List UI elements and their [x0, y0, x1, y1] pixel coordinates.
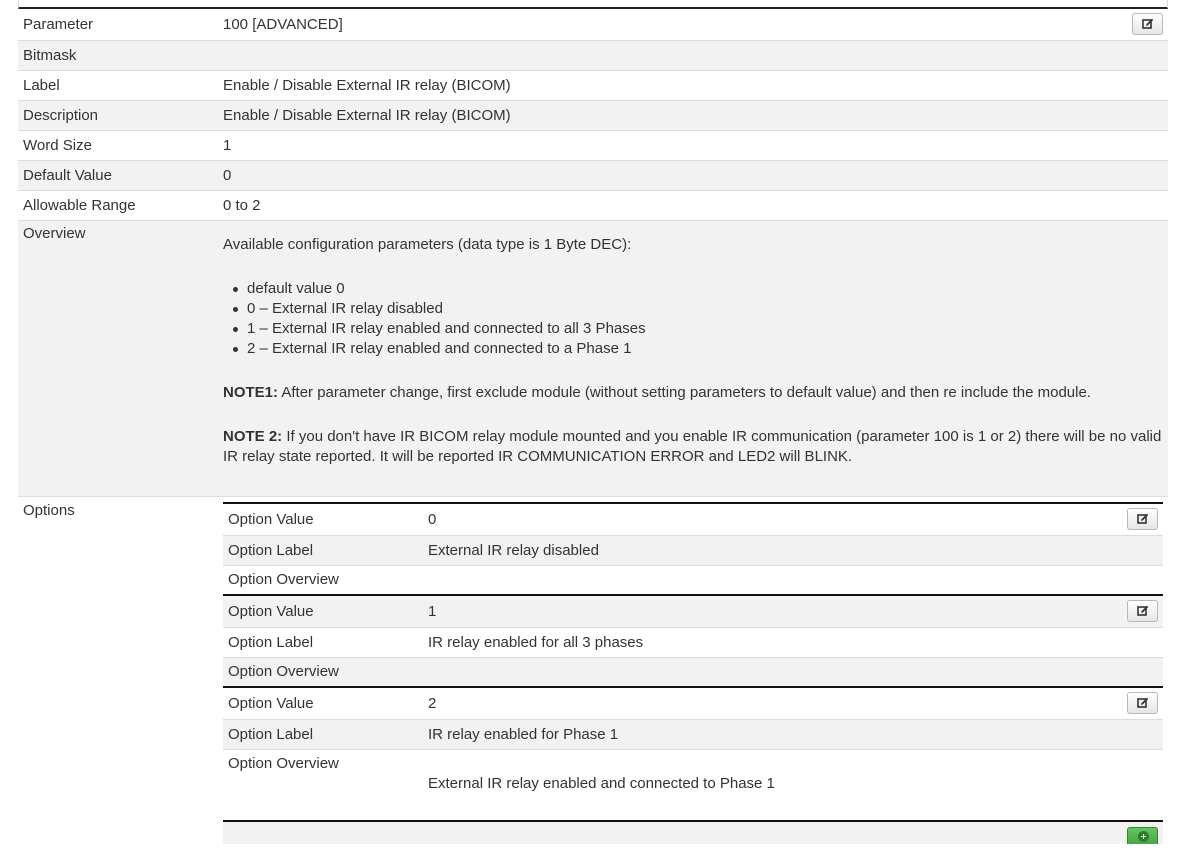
description-value: Enable / Disable External IR relay (BICOM): [218, 101, 1168, 131]
default-value-value: 0: [218, 161, 1168, 191]
option-block-1: [223, 596, 1163, 688]
option-label-row: [223, 628, 1163, 658]
label-value: Enable / Disable External IR relay (BICOM): [218, 71, 1168, 101]
note-1: [223, 383, 1163, 403]
option-overview: External IR relay enabled and connected to Phase 1: [428, 775, 775, 792]
option-label: IR relay enabled for all 3 phases: [423, 628, 1163, 658]
row-allowable-range: [18, 191, 1168, 221]
options-key: Options: [18, 497, 218, 845]
note-2-text: If you don't have IR BICOM relay module mounted and you enable IR communication (parameter 100 is 1 or 2) there will be no valid IR relay state reported. It will be reported IR COMMUNICATION ERROR and LED2 will BLINK.: [223, 428, 1162, 465]
top-divider: [18, 0, 1168, 9]
default-value-key: Default Value: [18, 161, 218, 191]
parameter-panel: [18, 0, 1168, 844]
option-overview-row: [223, 566, 1163, 596]
option-block-0: [223, 504, 1163, 596]
edit-icon: [1137, 697, 1149, 709]
row-bitmask: [18, 41, 1168, 71]
parameter-key: Parameter: [18, 9, 218, 41]
overview-key: Overview: [18, 221, 218, 497]
option-overview-key: Option Overview: [223, 658, 423, 688]
bitmask-value: [218, 41, 1168, 71]
add-option-row: [223, 822, 1163, 844]
parameter-value: 100 [ADVANCED]: [223, 16, 343, 33]
description-key: Description: [18, 101, 218, 131]
row-description: [18, 101, 1168, 131]
note-2-label: NOTE 2:: [223, 428, 283, 445]
option-value-row: [223, 688, 1163, 720]
edit-option-button[interactable]: [1127, 600, 1158, 622]
option-value: 1: [428, 603, 437, 620]
edit-icon: [1137, 513, 1149, 525]
overview-list-item: 0 – External IR relay disabled: [233, 299, 1163, 319]
row-options: [18, 497, 1168, 845]
option-overview: [423, 566, 1163, 596]
option-overview-row: [223, 658, 1163, 688]
options-list: [223, 502, 1163, 844]
row-default-value: [18, 161, 1168, 191]
row-word-size: [18, 131, 1168, 161]
option-label-row: [223, 536, 1163, 566]
option-value-key: Option Value: [223, 596, 423, 628]
option-value: 0: [428, 511, 437, 528]
option-overview-key: Option Overview: [223, 566, 423, 596]
option-label-key: Option Label: [223, 536, 423, 566]
label-key: Label: [18, 71, 218, 101]
option-overview-row: [223, 750, 1163, 822]
word-size-key: Word Size: [18, 131, 218, 161]
plus-circle-icon: [1138, 831, 1149, 842]
edit-option-button[interactable]: [1127, 508, 1158, 530]
option-label-key: Option Label: [223, 628, 423, 658]
bitmask-key: Bitmask: [18, 41, 218, 71]
edit-parameter-button[interactable]: [1132, 13, 1163, 35]
row-parameter: [18, 9, 1168, 41]
overview-intro: Available configuration parameters (data type is 1 Byte DEC):: [223, 236, 632, 253]
edit-icon: [1137, 605, 1149, 617]
option-block-2: [223, 688, 1163, 822]
word-size-value: 1: [218, 131, 1168, 161]
option-value-key: Option Value: [223, 504, 423, 536]
note-2: [223, 427, 1163, 467]
option-label-row: [223, 720, 1163, 750]
options-container: [218, 497, 1168, 845]
note-1-text: After parameter change, first exclude module (without setting parameters to default value) and then re include the module.: [278, 384, 1091, 401]
option-value-key: Option Value: [223, 688, 423, 720]
overview-list: [223, 279, 1163, 359]
overview-list-item: default value 0: [233, 279, 1163, 299]
edit-icon: [1142, 18, 1154, 30]
allowable-range-value: 0 to 2: [218, 191, 1168, 221]
option-label: External IR relay disabled: [423, 536, 1163, 566]
option-label-key: Option Label: [223, 720, 423, 750]
option-overview-key: Option Overview: [223, 750, 423, 822]
option-overview: [423, 658, 1163, 688]
allowable-range-key: Allowable Range: [18, 191, 218, 221]
option-value-row: [223, 504, 1163, 536]
row-overview: [18, 221, 1168, 497]
edit-option-button[interactable]: [1127, 692, 1158, 714]
option-label: IR relay enabled for Phase 1: [423, 720, 1163, 750]
overview-content: [218, 221, 1168, 497]
row-label: [18, 71, 1168, 101]
overview-list-item: 1 – External IR relay enabled and connected to all 3 Phases: [233, 319, 1163, 339]
add-option-button[interactable]: [1127, 827, 1158, 844]
overview-list-item: 2 – External IR relay enabled and connected to a Phase 1: [233, 339, 1163, 359]
option-value-row: [223, 596, 1163, 628]
note-1-label: NOTE1:: [223, 384, 279, 401]
parameter-table: [18, 9, 1168, 844]
option-value: 2: [428, 695, 437, 712]
